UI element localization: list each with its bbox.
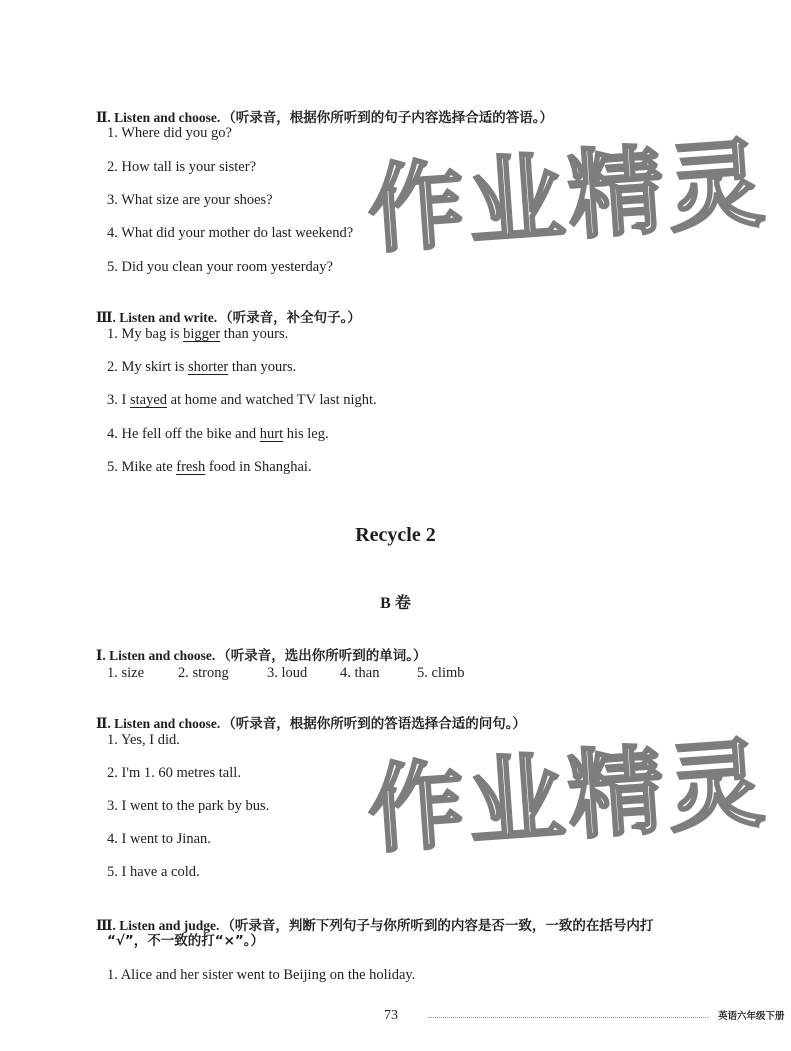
answer-item: 4. I went to Jinan. [107, 831, 211, 847]
section-title: Ⅲ. Listen and write. [96, 310, 218, 325]
word-option: 4. than [340, 665, 380, 681]
sentence-text: 3. I [107, 392, 130, 408]
section-instruction-continued: “√”，不一致的打“×”。） [107, 933, 265, 949]
section-title: Ⅲ. Listen and judge. [96, 918, 220, 933]
section-heading [88, 697, 526, 733]
sentence-text: 2. My skirt is [107, 359, 188, 375]
filled-answer: fresh [176, 459, 206, 475]
section-instruction: （听录音，判断下列句子与你所听到的内容是否一致，一致的在括号内打 [221, 918, 654, 934]
sentence-text: 5. Mike ate [107, 459, 177, 475]
question-item: 4. What did your mother do last weekend? [107, 225, 354, 241]
watermark-bottom: 作业精灵 [364, 727, 772, 867]
section-instruction: （听录音，根据你所听到的答语选择合适的问句。） [222, 716, 527, 732]
answer-item: 2. I'm 1. 60 metres tall. [107, 765, 241, 781]
answer-item: 5. I have a cold. [107, 864, 200, 880]
fill-in-item [107, 458, 312, 476]
filled-answer: bigger [183, 326, 221, 342]
answer-item: 1. Yes, I did. [107, 732, 180, 748]
word-option: 3. loud [267, 665, 308, 681]
filled-answer: shorter [187, 359, 229, 375]
filled-answer: stayed [129, 392, 168, 408]
question-item: 2. How tall is your sister? [107, 159, 257, 175]
section-instruction: （听录音，补全句子。） [219, 310, 361, 326]
filled-answer: hurt [259, 426, 284, 442]
sentence-text: 4. He fell off the bike and [107, 426, 260, 442]
section-title: Ⅰ. Listen and choose. [96, 648, 216, 663]
section-heading [88, 91, 553, 127]
section-title: Ⅱ. Listen and choose. [96, 716, 221, 731]
sentence-text: than yours. [228, 359, 297, 375]
sentence-text: food in Shanghai. [205, 459, 312, 475]
sentence-text: his leg. [283, 426, 329, 442]
sentence-text: than yours. [220, 326, 289, 342]
sentence-text: 1. My bag is [107, 326, 184, 342]
fill-in-item [107, 325, 288, 343]
section-instruction: （听录音，根据你所听到的句子内容选择合适的答语。） [222, 110, 554, 126]
fill-in-item [107, 425, 329, 443]
judge-item: 1. Alice and her sister went to Beijing on the holiday. [107, 967, 416, 983]
paper-title: B 卷 [380, 595, 411, 612]
word-option: 2. strong [178, 665, 229, 681]
question-item: 1. Where did you go? [107, 125, 232, 141]
book-label: 英语六年级下册 [718, 1011, 785, 1022]
section-heading [88, 291, 361, 327]
section-heading [88, 899, 653, 935]
question-item: 5. Did you clean your room yesterday? [107, 259, 333, 275]
sentence-text: at home and watched TV last night. [167, 392, 377, 408]
section-instruction: （听录音，选出你所听到的单词。） [217, 648, 427, 664]
unit-title: Recycle 2 [355, 524, 436, 546]
footer-dotted-rule [428, 1017, 708, 1018]
section-title: Ⅱ. Listen and choose. [96, 110, 221, 125]
fill-in-item [107, 391, 377, 409]
word-option: 1. size [107, 665, 145, 681]
question-item: 3. What size are your shoes? [107, 192, 273, 208]
watermark-top: 作业精灵 [364, 127, 772, 267]
page-number: 73 [384, 1008, 398, 1023]
answer-item: 3. I went to the park by bus. [107, 798, 270, 814]
fill-in-item [107, 358, 296, 376]
word-option: 5. climb [417, 665, 465, 681]
section-heading [88, 629, 426, 665]
